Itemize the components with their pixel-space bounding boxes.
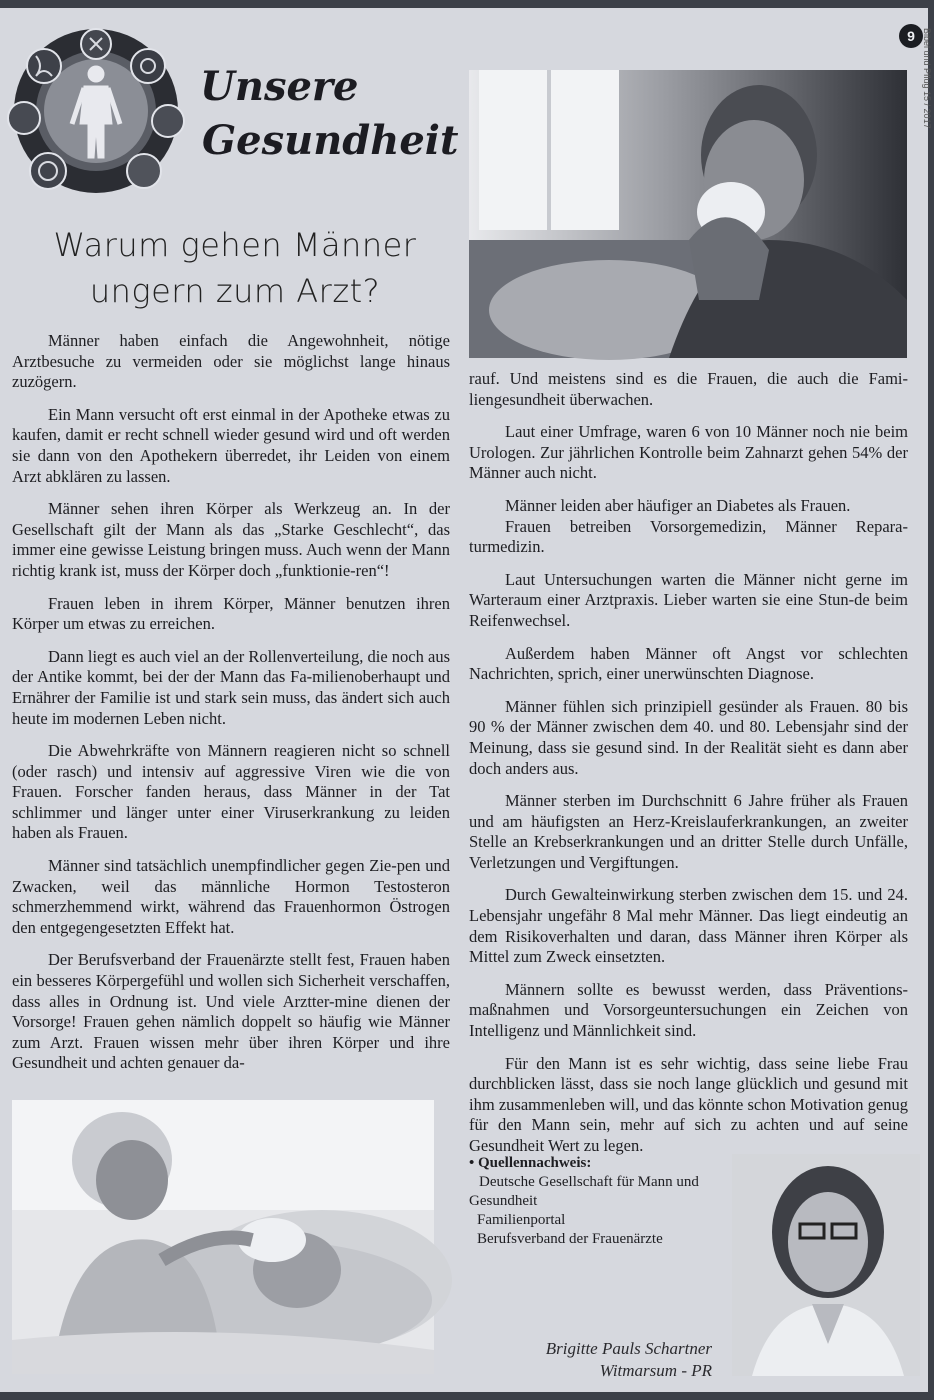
- author-portrait-photo: [732, 1154, 920, 1376]
- magazine-page: [0, 8, 932, 1392]
- paragraph: Für den Mann ist es sehr wichtig, dass seine liebe Frau durchblicken lässt, dass sie noch lange glücklich und gesund mit ihm zusammenleben will, und das könnte schon Motivation genug für den Mann sein, mehr auf sich zu achten und auf seine Gesundheit Wert zu legen.: [469, 1053, 908, 1155]
- paragraph: Frauen leben in ihrem Körper, Männer benutzen ihren Körper um etwas zu erreichen.: [12, 593, 450, 634]
- paragraph: Männern sollte es bewusst werden, dass Präventions-maßnahmen und Vorsorgeuntersuchungen ein Zeichen von Intelligenz und Männlichkeit sind.: [469, 979, 908, 1041]
- source-item: Berufsverband der Frauenärzte: [477, 1231, 663, 1247]
- health-circle-logo: [4, 26, 194, 196]
- section-title-line1: Unsere: [200, 63, 359, 110]
- photo-man-with-tissue: [469, 70, 907, 358]
- headline-line1: Warum gehen Männer: [53, 226, 417, 264]
- section-title-line2: Gesundheit: [202, 117, 459, 164]
- author-location: Witmarsum - PR: [599, 1361, 712, 1380]
- page-number-badge: 9: [899, 24, 923, 48]
- headline-line2: ungern zum Arzt?: [89, 272, 381, 310]
- source-item: Familienportal: [477, 1212, 566, 1228]
- article-column-left: [12, 331, 450, 1086]
- paragraph: Durch Gewalteinwirkung sterben zwischen dem 15. und 24. Lebensjahr ungefähr 8 Mal mehr Männer. Das liegt eindeutig an dem Risikoverhalten und daran, dass Männer ihren Körper als Mittel zum Zweck einsetzten.: [469, 885, 908, 967]
- paragraph: Laut einer Umfrage, waren 6 von 10 Männer noch nie beim Urologen. Zur jährlichen Kontrolle beim Zahnarzt gehen 54% der Männer auch nicht.: [469, 422, 908, 483]
- paragraph: rauf. Und meistens sind es die Frauen, die auch die Fami-liengesundheit überwachen.: [469, 369, 908, 409]
- paragraph: Männer leiden aber häufiger an Diabetes als Frauen.: [505, 495, 851, 515]
- paragraph: Laut Untersuchungen warten die Männer nicht gerne im Warteraum einer Arztpraxis. Lieber warten sie eine Stun-de beim Reifenwechsel.: [469, 569, 908, 630]
- paragraph: Außerdem haben Männer oft Angst vor schlechten Nachrichten, sprich, einer unerwünschten Diagnose.: [469, 643, 908, 684]
- photo-woman-caring-for-sick-man: [12, 1100, 434, 1374]
- paragraph: Männer fühlen sich prinzipiell gesünder als Frauen. 80 bis 90 % der Männer zwischen dem 40. und 80. Lebensjahr sind der Meinung, dass sie gesund sind. In der Realität sieht es dann aber doch anders aus.: [469, 696, 908, 778]
- section-title: [200, 60, 460, 168]
- paragraph: Ein Mann versucht oft erst einmal in der Apotheke etwas zu kaufen, damit er recht schnell wieder gesund wird und oft werden sie dann von den Apothekern überredet, ihr Leiden von einem Arzt abklären zu lassen.: [12, 404, 450, 486]
- sources-heading: • Quellennachweis:: [469, 1155, 592, 1171]
- paragraph: Männer sterben im Durchschnitt 6 Jahre früher als Frauen und am häufigsten an Herz-Kreislauferkrankungen, an zweiter Stelle an Krebserkrankungen und an dritter Stelle durch Unfälle, Verletzungen und Vergiftungen.: [469, 791, 908, 872]
- author-name: Brigitte Pauls Schartner: [545, 1339, 712, 1358]
- paragraph: Männer sind tatsächlich unempfindlicher gegen Zie-pen und Zwacken, weil das männliche Hormon Testosteron schmerzhemmend wirkt, während das Frauenhormon Östrogen den entgegengesetzten Effekt hat.: [12, 856, 450, 937]
- article-column-right: [469, 369, 908, 1169]
- source-item: Deutsche Gesellschaft für Mann und: [479, 1174, 699, 1190]
- paragraph: Männer haben einfach die Angewohnheit, nötige Arztbesuche zu vermeiden oder sie möglichst lange hinaus zuzögern.: [12, 331, 450, 392]
- paragraph: Der Berufsverband der Frauenärzte stellt fest, Frauen haben ein besseres Körpergefühl und wollen sich Sicherheit verschaffen, dass alles in Ordnung ist. Und viele Arztter-mine dienen der Vorsorge! Frauen gehen nämlich doppelt so häufig wie Männer zum Arzt. Frauen wissen mehr über ihren Körper und ihre Gesundheit und achten genauer da-: [12, 950, 450, 1073]
- article-headline: [20, 222, 450, 314]
- paragraph: Männer sehen ihren Körper als Werkzeug an. In der Gesellschaft gilt der Mann als das „Starke Geschlecht“, das immer eine gewisse Leistung bringen muss. Auch wenn der Mann richtig krank ist, muss der Körper doch „funktionie-ren“!: [12, 499, 450, 580]
- side-publication-text: Bibel und Pflug 15 / 2017: [922, 28, 932, 129]
- paragraph: Frauen betreiben Vorsorgemedizin, Männer Repara-turmedizin.: [469, 516, 908, 557]
- author-signature: [480, 1338, 712, 1382]
- paragraph: Dann liegt es auch viel an der Rollenverteilung, die noch aus der Antike kommt, bei der der Mann das Fa-milienoberhaupt und Ernährer der Familie ist und stark sein muss, das ändert sich auch heute im modernen Leben nicht.: [12, 646, 450, 728]
- sources-block: [469, 1154, 731, 1249]
- source-item: Gesundheit: [469, 1193, 538, 1209]
- paragraph: Die Abwehrkräfte von Männern reagieren nicht so schnell (oder rasch) und intensiv auf aggressive Viren wie die von Frauen. Forscher fanden heraus, dass Männer in der Tat schlimmer und länger unter einer Viruserkrankung zu leiden haben als Frauen.: [12, 741, 450, 843]
